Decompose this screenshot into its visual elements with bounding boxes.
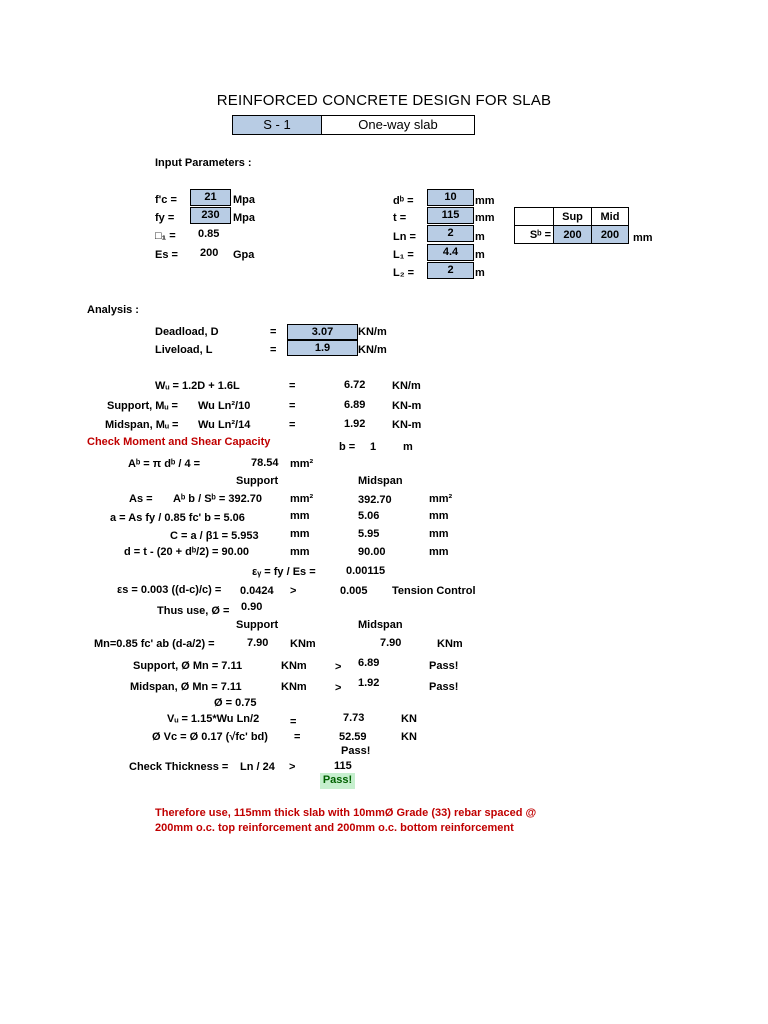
analysis-heading: Analysis : (87, 304, 139, 316)
fy-input[interactable]: 230 (190, 207, 231, 224)
thickness-value: 115 (334, 760, 352, 772)
b-value: 1 (370, 441, 377, 453)
deadload-input[interactable]: 3.07 (287, 324, 358, 340)
support-phimn-unit: KNm (281, 660, 307, 672)
wu-value: 6.72 (344, 379, 366, 391)
msup-label: Support, Mᵤ = (107, 400, 178, 412)
midspan-pass: Pass! (429, 681, 459, 693)
es-value: 200 (200, 247, 219, 259)
msup-formula: Wu Ln²/10 (198, 400, 251, 412)
thickness-gt: > (289, 761, 296, 773)
db-input[interactable]: 10 (427, 189, 474, 206)
midspan-phimn: Midspan, Ø Mn = 7.11 (130, 681, 242, 693)
d-midspan: 90.00 (358, 546, 386, 558)
es-calc-value: 0.0424 (240, 585, 274, 597)
ab-formula: Aᵇ = π dᵇ / 4 = (128, 458, 201, 470)
conclusion-line-2: 200mm o.c. top reinforcement and 200mm o.c. bottom reinforcement (155, 822, 514, 834)
thickness-formula: Ln / 24 (240, 761, 275, 773)
beta-value: 0.85 (198, 228, 220, 240)
wu-unit: KN/m (392, 380, 421, 392)
spacing-row-label: Sᵇ = (515, 226, 554, 244)
es-unit: Gpa (233, 249, 255, 261)
es-limit: 0.005 (340, 585, 368, 597)
as-midspan: 392.70 (358, 494, 392, 506)
liveload-label: Liveload, L (155, 344, 213, 356)
vu-eq: = (290, 716, 297, 728)
d-unit-midspan: mm (429, 546, 449, 558)
midspan-gt: > (335, 682, 342, 694)
msup-unit: KN-m (392, 400, 422, 412)
mn-formula: Mn=0.85 fc' ab (d-a/2) = (94, 638, 215, 650)
ab-value: 78.54 (251, 457, 279, 469)
c-unit-midspan: mm (429, 528, 449, 540)
l1-input[interactable]: 4.4 (427, 244, 474, 261)
check-heading: Check Moment and Shear Capacity (87, 436, 271, 448)
l2-label: L₂ = (393, 267, 415, 279)
vc-value: 52.59 (339, 731, 367, 743)
spacing-unit: mm (633, 232, 653, 244)
liveload-eq: = (270, 344, 277, 356)
l1-unit: m (475, 249, 485, 261)
es-result: Tension Control (392, 585, 476, 597)
b-label: b = (339, 441, 356, 453)
liveload-unit: KN/m (358, 344, 387, 356)
slab-type-cell[interactable]: One-way slab (321, 115, 475, 135)
a-unit-support: mm (290, 510, 310, 522)
thickness-pass-badge: Pass! (320, 773, 355, 789)
vu-unit: KN (401, 713, 417, 725)
msup-eq: = (289, 400, 296, 412)
mn-support: 7.90 (247, 637, 269, 649)
l2-input[interactable]: 2 (427, 262, 474, 279)
vc-eq: = (294, 731, 301, 743)
as-unit-support: mm² (290, 493, 314, 505)
vc-unit: KN (401, 731, 417, 743)
mmid-label: Midspan, Mᵤ = (105, 419, 179, 431)
phi-label: Thus use, Ø = (157, 605, 230, 617)
slab-id-cell[interactable]: S - 1 (232, 115, 322, 135)
spacing-sup-input[interactable]: 200 (554, 226, 592, 244)
t-label: t = (393, 212, 407, 224)
mn-unit-midspan: KNm (437, 638, 463, 650)
l1-label: L₁ = (393, 249, 414, 261)
fc-label: f'c = (155, 194, 177, 206)
liveload-input[interactable]: 1.9 (287, 340, 358, 356)
col-midspan: Midspan (358, 475, 403, 487)
fy-label: fy = (155, 212, 175, 224)
midspan-phimn-unit: KNm (281, 681, 307, 693)
fy-unit: Mpa (233, 212, 255, 224)
db-unit: mm (475, 195, 495, 207)
d-formula: d = t - (20 + dᵇ/2) = 90.00 (124, 546, 250, 558)
phi-value: 0.90 (241, 601, 263, 613)
input-heading: Input Parameters : (155, 157, 252, 169)
mn-midspan: 7.90 (380, 637, 402, 649)
a-midspan: 5.06 (358, 510, 380, 522)
page-title: REINFORCED CONCRETE DESIGN FOR SLAB (216, 92, 552, 109)
ey-formula: εᵧ = fy / Es = (252, 566, 316, 578)
a-unit-midspan: mm (429, 510, 449, 522)
ln-label: Ln = (393, 231, 416, 243)
es-gt: > (290, 585, 297, 597)
spacing-corner-cell (515, 208, 554, 226)
spacing-mid-input[interactable]: 200 (592, 226, 629, 244)
ln-input[interactable]: 2 (427, 225, 474, 242)
as-label: As = (129, 493, 153, 505)
ey-value: 0.00115 (346, 565, 386, 577)
mmid-formula: Wu Ln²/14 (198, 419, 251, 431)
conclusion-line-1: Therefore use, 115mm thick slab with 10mmØ Grade (33) rebar spaced @ (155, 807, 537, 819)
d-unit-support: mm (290, 546, 310, 558)
c-unit-support: mm (290, 528, 310, 540)
beta-label: □₁ = (155, 230, 176, 242)
c-formula: C = a / β1 = 5.953 (170, 530, 259, 542)
midspan-mu: 1.92 (358, 677, 380, 689)
b-unit: m (403, 441, 413, 453)
ln-unit: m (475, 231, 485, 243)
vc-formula: Ø Vc = Ø 0.17 (√fc' bd) (152, 731, 268, 743)
mmid-eq: = (289, 419, 296, 431)
shear-pass: Pass! (341, 745, 371, 757)
vu-formula: Vᵤ = 1.15*Wu Ln/2 (167, 713, 260, 725)
c-midspan: 5.95 (358, 528, 380, 540)
spacing-header-sup: Sup (554, 208, 592, 226)
col-support: Support (236, 475, 279, 487)
ab-unit: mm² (290, 458, 314, 470)
deadload-label: Deadload, D (155, 326, 219, 338)
wu-label: Wᵤ = 1.2D + 1.6L (155, 380, 240, 392)
support-phimn: Support, Ø Mn = 7.11 (133, 660, 243, 672)
support-mu: 6.89 (358, 657, 380, 669)
deadload-unit: KN/m (358, 326, 387, 338)
es-formula: εs = 0.003 ((d-c)/c) = (117, 584, 222, 596)
mn-unit-support: KNm (290, 638, 316, 650)
wu-eq: = (289, 380, 296, 392)
a-formula: a = As fy / 0.85 fc' b = 5.06 (110, 512, 245, 524)
spacing-table (514, 207, 629, 244)
spacing-header-mid: Mid (592, 208, 629, 226)
mmid-value: 1.92 (344, 418, 366, 430)
as-unit-midspan: mm² (429, 493, 453, 505)
db-label: dᵇ = (393, 195, 414, 207)
fc-input[interactable]: 21 (190, 189, 231, 206)
es-label: Es = (155, 249, 178, 261)
fc-unit: Mpa (233, 194, 255, 206)
col-midspan-2: Midspan (358, 619, 403, 631)
mmid-unit: KN-m (392, 419, 422, 431)
vu-value: 7.73 (343, 712, 365, 724)
support-pass: Pass! (429, 660, 459, 672)
t-unit: mm (475, 212, 495, 224)
deadload-eq: = (270, 326, 277, 338)
l2-unit: m (475, 267, 485, 279)
thickness-label: Check Thickness = (129, 761, 229, 773)
msup-value: 6.89 (344, 399, 366, 411)
phi-shear: Ø = 0.75 (214, 697, 257, 709)
t-input[interactable]: 115 (427, 207, 474, 224)
col-support-2: Support (236, 619, 279, 631)
as-formula: Aᵇ b / Sᵇ = 392.70 (173, 493, 263, 505)
support-gt: > (335, 661, 342, 673)
